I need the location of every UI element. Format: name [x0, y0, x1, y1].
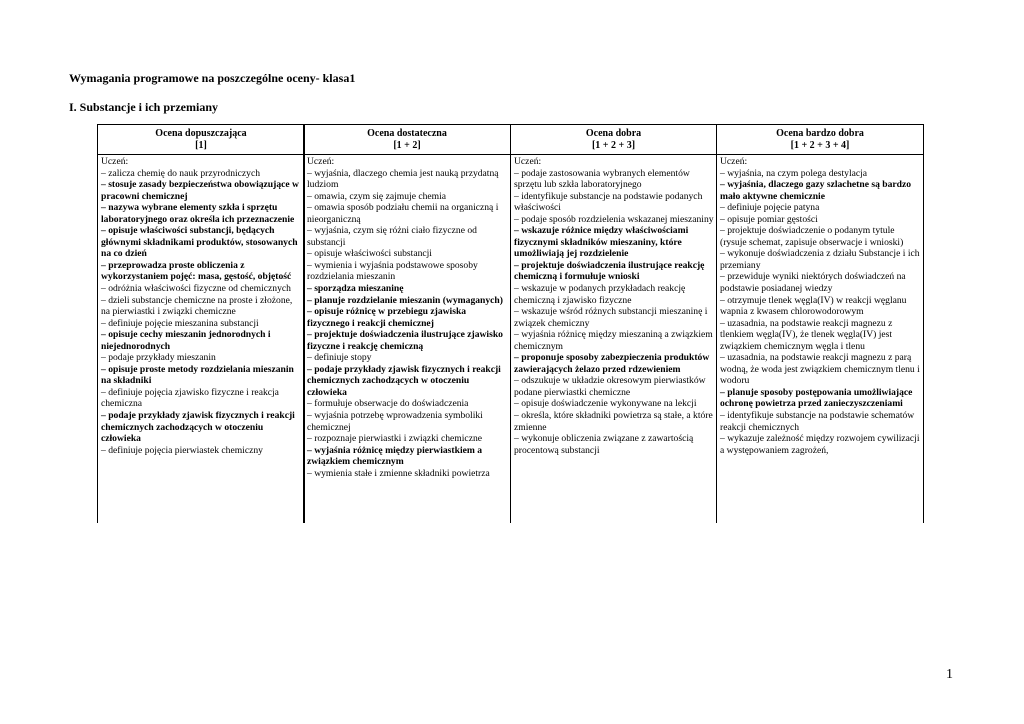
- list-item: – otrzymuje tlenek węgla(IV) w reakcji węglanu wapnia z kwasem chlorowodorowym: [720, 294, 907, 318]
- list-item: – odszukuje w układzie okresowym pierwiastków podane pierwiastki chemiczne: [514, 375, 706, 398]
- list-item: – wyjaśnia, dlaczego chemia jest nauką przydatną ludziom: [307, 167, 499, 191]
- column-range: [1 + 2 + 3]: [591, 140, 636, 151]
- list-item: – definiuje pojęcie patyna: [720, 202, 820, 214]
- column-body: [304, 155, 510, 479]
- column-body: [717, 155, 923, 456]
- grade-column-dobra: [510, 125, 717, 523]
- column-header: [511, 125, 716, 155]
- list-item: – opisuje właściwości substancji, będących głównymi składnikami produktów, stosowanych na co dzień: [101, 225, 298, 260]
- list-item: – wyjaśnia, dlaczego gazy szlachetne są bardzo mało aktywne chemicznie: [720, 179, 912, 202]
- list-item: – nazywa wybrane elementy szkła i sprzętu laboratoryjnego oraz określa ich przeznaczenie: [101, 202, 295, 225]
- list-item: – wyjaśnia, czym się różni ciało fizyczne od substancji: [307, 225, 477, 248]
- list-item: – omawia, czym się zajmuje chemia: [307, 190, 447, 202]
- list-item: – opisuje różnicę w przebiegu zjawiska fizycznego i reakcji chemicznej: [307, 306, 467, 329]
- list-item: – definiuje stopy: [307, 352, 372, 364]
- list-item: – definiuje pojęcia zjawisko fizyczne i reakcja chemiczna: [101, 386, 279, 410]
- list-item: – projektuje doświadczenia ilustrujące reakcję chemiczną i formułuje wnioski: [514, 259, 705, 283]
- list-item: – opisuje pomiar gęstości: [720, 213, 818, 225]
- list-item: – wskazuje różnice między właściwościami fizycznymi składników mieszaniny, które umożliwiają jej rozdzielenie: [514, 225, 689, 260]
- column-header: [304, 125, 510, 155]
- column-header: [717, 125, 923, 155]
- column-body: [511, 155, 716, 456]
- list-item: – planuje rozdzielanie mieszanin (wymaganych): [307, 294, 503, 306]
- list-item: – omawia sposób podziału chemii na organiczną i nieorganiczną: [307, 202, 499, 225]
- list-item: – wykazuje zależność między rozwojem cywilizacji a występowaniem zagrożeń,: [720, 433, 920, 456]
- list-item: – uzasadnia, na podstawie reakcji magnezu z tlenkiem węgla(IV), że tlenek węgla(IV) jest związkiem chemicznym węgla i tlenu: [720, 317, 893, 352]
- list-item: – rozpoznaje pierwiastki i związki chemiczne: [307, 433, 483, 445]
- list-item: – określa, które składniki powietrza są stałe, a które zmienne: [514, 410, 713, 433]
- list-item: – podaje sposób rozdzielenia wskazanej mieszaniny: [514, 213, 714, 225]
- list-item: – identyfikuje substancje na podstawie schematów reakcji chemicznych: [720, 410, 915, 433]
- list-item: – przewiduje wyniki niektórych doświadczeń na podstawie posiadanej wiedzy: [720, 271, 906, 295]
- column-heading: Ocena dostateczna: [367, 128, 447, 139]
- list-item: – sporządza mieszaninę: [307, 283, 404, 295]
- list-item: – uzasadnia, na podstawie reakcji magnezu z parą wodną, że woda jest związkiem chemicznym tlenu i wodoru: [720, 352, 920, 387]
- list-item: – projektuje doświadczenie o podanym tytule (rysuje schemat, zapisuje obserwacje i wnioski): [720, 225, 904, 248]
- list-item: – opisuje właściwości substancji: [307, 248, 432, 260]
- list-item: – definiuje pojęcia pierwiastek chemiczny: [101, 444, 263, 456]
- list-item: – wymienia stałe i zmienne składniki powietrza: [307, 467, 490, 479]
- list-item: – opisuje proste metody rozdzielania mieszanin na składniki: [101, 363, 294, 387]
- list-item: – podaje przykłady zjawisk fizycznych i reakcji chemicznych zachodzących w otoczeniu człowieka: [101, 410, 295, 445]
- list-item: – opisuje cechy mieszanin jednorodnych i niejednorodnych: [101, 329, 271, 352]
- list-item: – stosuje zasady bezpieczeństwa obowiązujące w pracowni chemicznej: [101, 179, 299, 202]
- list-item: – wskazuje w podanych przykładach reakcję chemiczną i zjawisko fizyczne: [514, 283, 686, 306]
- list-item: – wskazuje wśród różnych substancji mieszaninę i związek chemiczny: [514, 306, 708, 329]
- list-item: – podaje przykłady mieszanin: [101, 352, 216, 364]
- column-range: [1 + 2]: [393, 140, 421, 151]
- list-item: – podaje zastosowania wybranych elementów sprzętu lub szkła laboratoryjnego: [514, 167, 690, 191]
- list-item: – przeprowadza proste obliczenia z wykorzystaniem pojęć: masa, gęstość, objętość: [101, 259, 292, 283]
- list-item: – formułuje obserwacje do doświadczenia: [307, 398, 469, 410]
- list-item: – dzieli substancje chemiczne na proste i złożone, na pierwiastki i związki chemiczne: [101, 294, 293, 318]
- list-item: – wyjaśnia różnicę między pierwiastkiem a związkiem chemicznym: [307, 444, 483, 468]
- list-item: Uczeń:: [101, 156, 129, 167]
- list-item: Uczeń:: [307, 156, 335, 167]
- grade-column-bardzo-dobra: [716, 125, 924, 523]
- section-title: I. Substancje i ich przemiany: [69, 100, 219, 114]
- requirements-table: [97, 124, 924, 523]
- list-item: – wymienia i wyjaśnia podstawowe sposoby rozdzielania mieszanin: [307, 259, 478, 283]
- grade-column-dostateczna: [303, 125, 511, 523]
- list-item: – opisuje doświadczenie wykonywane na lekcji: [514, 398, 697, 410]
- list-item: – wyjaśnia, na czym polega destylacja: [720, 167, 868, 179]
- column-heading: Ocena bardzo dobra: [776, 128, 864, 139]
- column-header: [98, 125, 304, 155]
- list-item: – proponuje sposoby zabezpieczenia produktów zawierających żelazo przed rdzewieniem: [514, 352, 710, 375]
- list-item: – wyjaśnia potrzebę wprowadzenia symboliki chemicznej: [307, 410, 483, 433]
- list-item: – podaje przykłady zjawisk fizycznych i reakcji chemicznych zachodzących w otoczeniu człowieka: [307, 363, 501, 398]
- list-item: – wykonuje obliczenia związane z zawartością procentową substancji: [514, 433, 694, 456]
- list-item: – zalicza chemię do nauk przyrodniczych: [101, 167, 261, 179]
- list-item: – planuje sposoby postępowania umożliwiające ochronę powietrza przed zanieczyszczeniami: [720, 386, 913, 410]
- column-heading: Ocena dobra: [585, 128, 642, 139]
- page-number: 1: [946, 667, 953, 682]
- list-item: – projektuje doświadczenia ilustrujące zjawisko fizyczne i reakcję chemiczną: [307, 329, 503, 352]
- column-body: [98, 155, 304, 456]
- column-heading: Ocena dopuszczająca: [155, 128, 247, 139]
- column-range: [1 + 2 + 3 + 4]: [790, 140, 850, 151]
- list-item: – definiuje pojęcie mieszanina substancji: [101, 317, 259, 329]
- grade-column-dopuszczajaca: [97, 125, 305, 523]
- list-item: – odróżnia właściwości fizyczne od chemicznych: [101, 283, 291, 295]
- document-title: Wymagania programowe na poszczególne oceny- klasa1: [69, 71, 356, 85]
- list-item: Uczeń:: [514, 156, 542, 167]
- list-item: – wykonuje doświadczenia z działu Substancje i ich przemiany: [720, 248, 920, 271]
- column-range: [1]: [195, 140, 207, 151]
- list-item: Uczeń:: [720, 156, 748, 167]
- list-item: – identyfikuje substancje na podstawie podanych właściwości: [514, 190, 703, 214]
- list-item: – wyjaśnia różnicę między mieszaniną a związkiem chemicznym: [514, 329, 713, 352]
